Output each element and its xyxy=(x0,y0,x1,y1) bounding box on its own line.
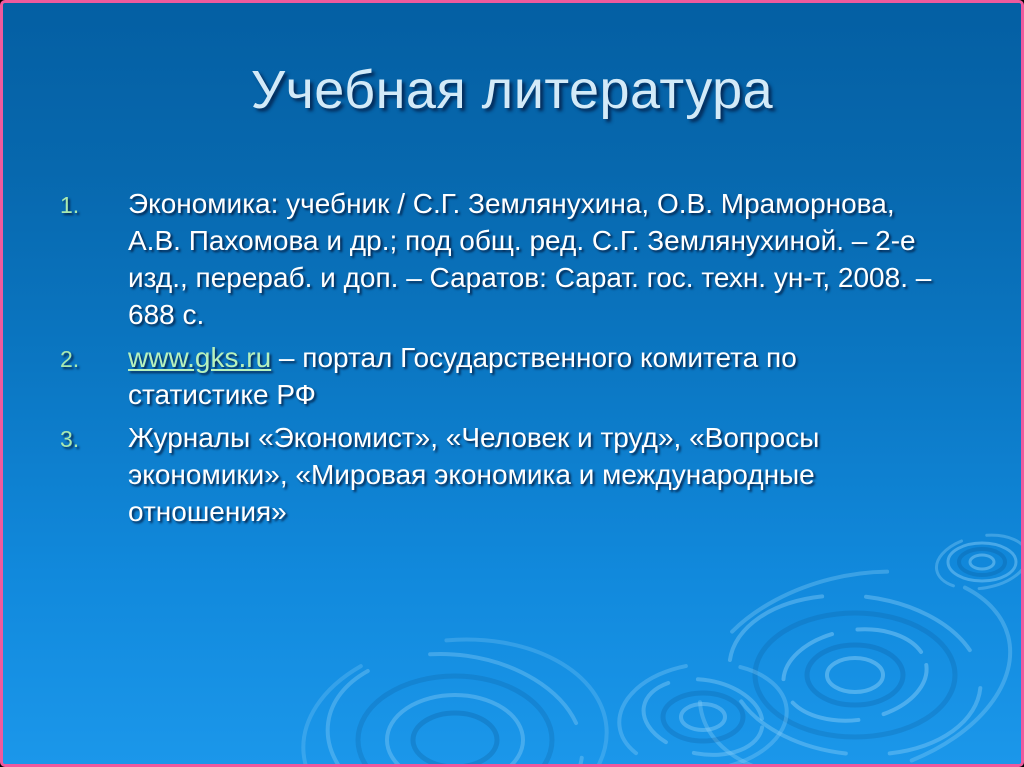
list-item-line: изд., перераб. и доп. – Саратов: Сарат. гос. техн. ун-т, 2008. – xyxy=(128,261,932,293)
gks-ru-link[interactable]: www.gks.ru xyxy=(128,341,272,373)
ripple-small xyxy=(932,528,1024,595)
list-item-line: Экономика: учебник / С.Г. Землянухина, О.В. Мраморнова, xyxy=(128,187,895,219)
ripple-large xyxy=(678,541,1024,767)
list-item-number: 2. xyxy=(60,345,80,372)
list-item-number: 1. xyxy=(60,191,80,218)
list-item-line: отношения» xyxy=(128,495,287,527)
list-item xyxy=(60,339,991,413)
list-item xyxy=(60,419,991,530)
list-item-line: экономики», «Мировая экономика и международные xyxy=(128,458,815,490)
list-item-line xyxy=(128,339,991,376)
link-description-text: – портал Государственного комитета по xyxy=(271,341,797,373)
list-item-number: 3. xyxy=(60,425,80,452)
list-item-line: А.В. Пахомова и др.; под общ. ред. С.Г. Землянухиной. – 2-е xyxy=(128,224,916,256)
list-item xyxy=(60,185,991,333)
slide-title: Учебная литература xyxy=(250,60,774,120)
list-item-line: 688 с. xyxy=(128,298,205,330)
list-item-line: Журналы «Экономист», «Человек и труд», «Вопросы xyxy=(128,421,820,453)
list-item-line: статистике РФ xyxy=(128,378,316,410)
ripple-bottom-left xyxy=(295,627,615,767)
literature-list xyxy=(60,185,991,530)
ripple-medium xyxy=(614,656,792,767)
